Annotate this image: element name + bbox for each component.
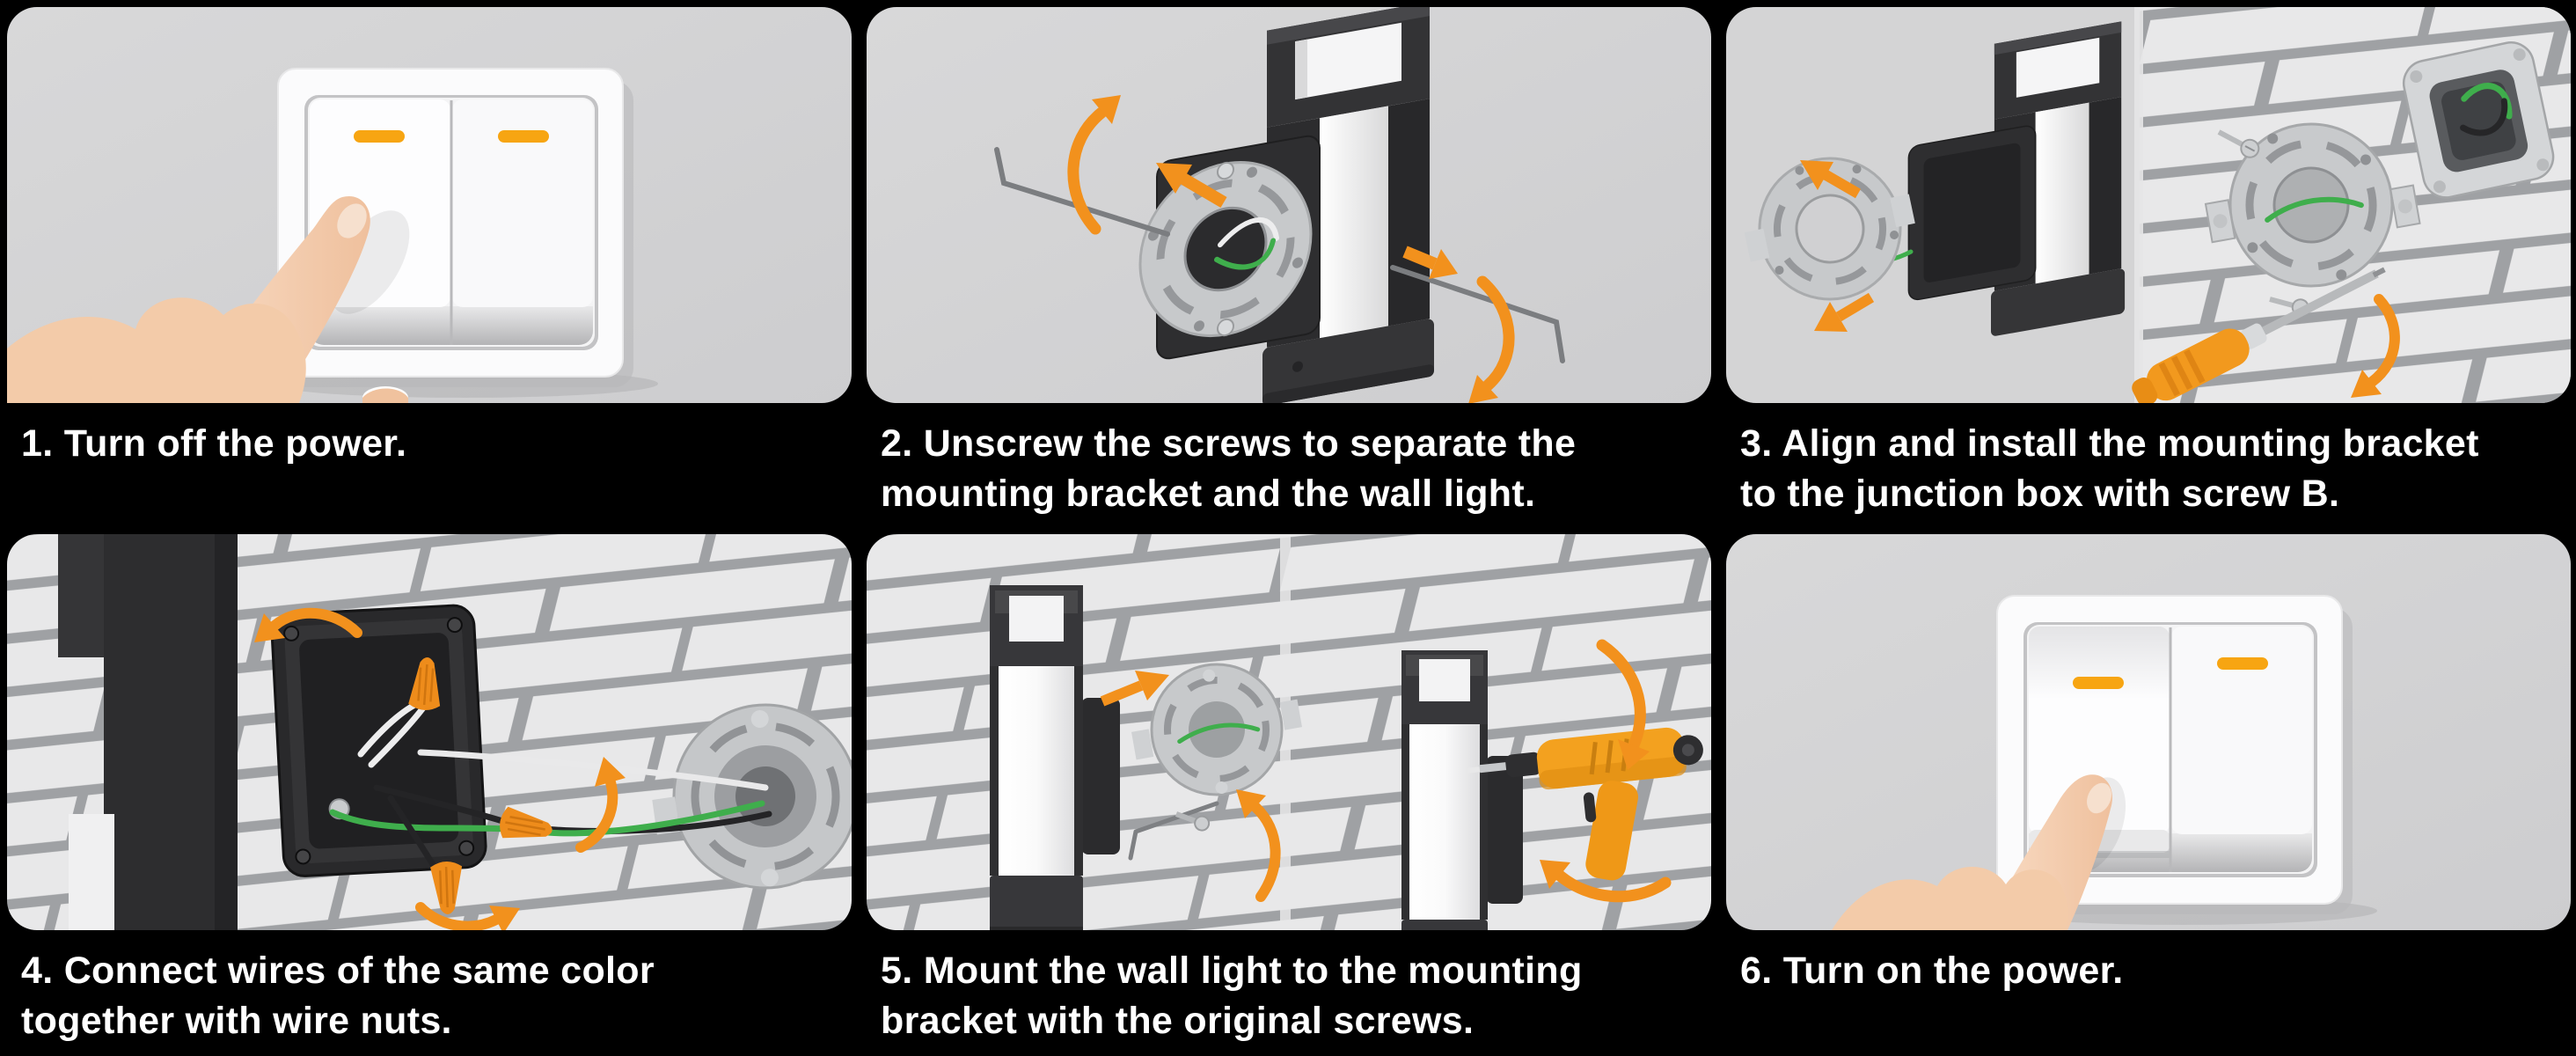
step-panel-3 — [1726, 7, 2571, 528]
back-box-open — [271, 605, 487, 877]
step-4-illustration — [7, 534, 852, 930]
caption-line: 4. Connect wires of the same color — [21, 950, 655, 992]
step-panel-2 — [867, 7, 1711, 528]
panel-divider — [2134, 7, 2143, 403]
indicator-right — [2217, 657, 2268, 670]
step-panel-6 — [1726, 534, 2571, 1055]
step-6-illustration — [1726, 534, 2571, 930]
indicator-left — [2073, 677, 2124, 689]
step-1-caption — [21, 419, 844, 469]
caption-line: 3. Align and install the mounting bracket — [1740, 422, 2479, 465]
step-5-caption — [881, 946, 1703, 1046]
step-panel-4 — [7, 534, 852, 1055]
junction-box — [2399, 38, 2558, 202]
caption-line: 2. Unscrew the screws to separate the — [881, 422, 1577, 465]
caption-line: mounting bracket and the wall light. — [881, 473, 1536, 515]
caption-line: to the junction box with screw B. — [1740, 473, 2340, 515]
step-panel-1 — [7, 7, 852, 528]
indicator-right — [498, 130, 549, 143]
caption-line: bracket with the original screws. — [881, 1000, 1475, 1042]
step-3-caption — [1740, 419, 2563, 519]
step-4-caption — [21, 946, 844, 1046]
step-1-illustration — [7, 7, 852, 403]
step-panel-5 — [867, 534, 1711, 1055]
caption-line: 6. Turn on the power. — [1740, 950, 2124, 992]
step-6-caption — [1740, 946, 2563, 996]
step-3-illustration — [1726, 7, 2571, 403]
step-2-illustration — [867, 7, 1711, 403]
fixture-edge — [58, 534, 104, 657]
caption-line: together with wire nuts. — [21, 1000, 452, 1042]
step-5-illustration — [867, 534, 1711, 930]
diffuser — [1320, 106, 1388, 338]
indicator-left — [354, 130, 405, 143]
caption-line: 5. Mount the wall light to the mounting — [881, 950, 1583, 992]
caption-line: 1. Turn off the power. — [21, 422, 407, 465]
diffuser-glow — [69, 814, 114, 930]
step-2-caption — [881, 419, 1703, 519]
